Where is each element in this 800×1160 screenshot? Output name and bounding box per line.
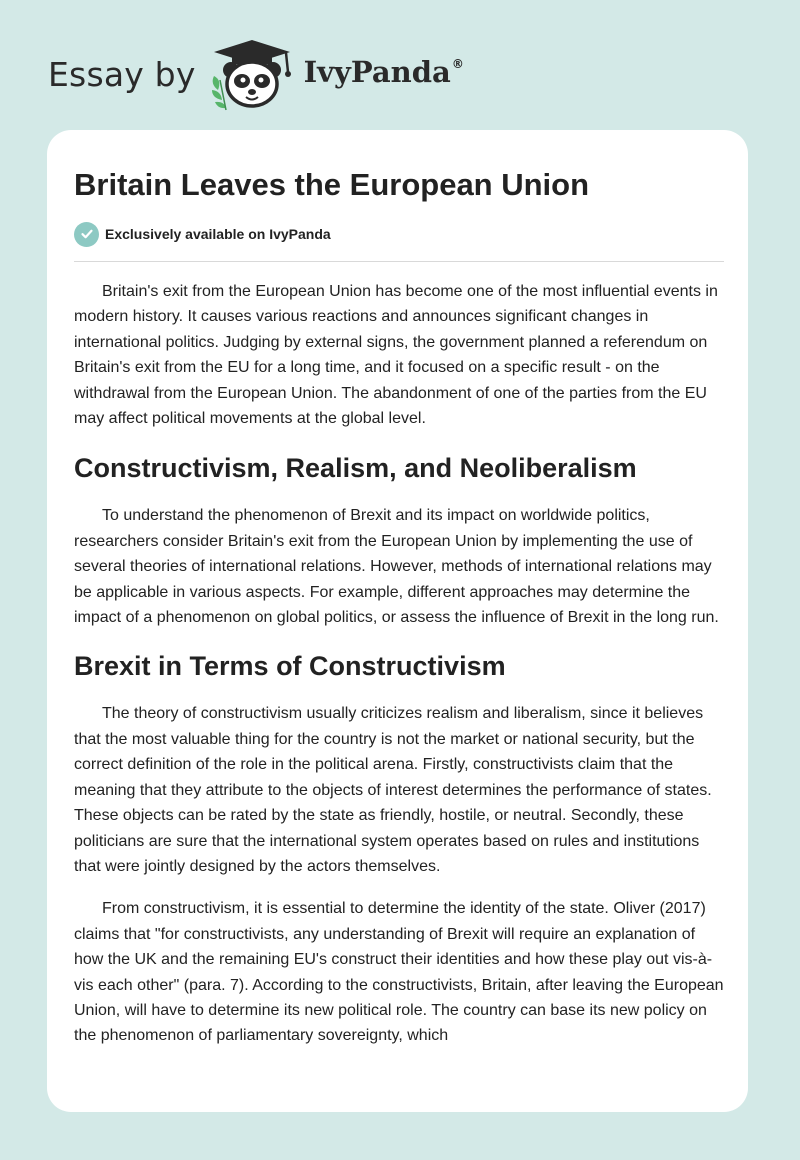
section-paragraph: From constructivism, it is essential to determine the identity of the state. Oliver (2017) claims that "for constructivists, any understanding of Brexit will require an explanation of how the UK and the remaining EU's construct their identities and how these play out vis-à-vis each other" (para. 7). According to the constructivists, Britain, after leaving the European Union, will have to determine its new political role. The country can base its new policy on the phenomenon of parliamentary sovereignty, which [74, 900, 724, 1045]
panda-logo-icon [204, 34, 300, 114]
section-paragraph: The theory of constructivism usually criticizes realism and liberalism, since it believes that the most valuable thing for the country is not the market or national security, but the correct definition of the role in the political arena. Firstly, constructivists claim that the meaning that they attribute to the objects of interest determines the performance of states. These objects can be rated by the state as friendly, hostile, or neutral. Secondly, these politicians are sure that the international system operates based on rules and institutions that were jointly designed by the actors themselves. [74, 705, 712, 875]
section-heading: Brexit in Terms of Constructivism [74, 651, 506, 682]
page-title: Britain Leaves the European Union [74, 167, 590, 202]
title-divider [74, 261, 724, 262]
essay-card [47, 130, 748, 1112]
section-paragraph: To understand the phenomenon of Brexit and its impact on worldwide politics, researchers consider Britain's exit from the European Union by implementing the use of several theories of international relations. However, methods of international relations may be applicable in various aspects. For example, different approaches may determine the impact of a phenomenon on global politics, or assess the influence of Brexit in the long run. [74, 507, 719, 627]
exclusive-badge [74, 221, 724, 247]
intro-paragraph: Britain's exit from the European Union has become one of the most influential events in modern history. It causes various reactions and announces significant changes in international politics. Judging by external signs, the government planned a referendum on Britain's exit from the EU for a long time, and it focused on a specific result - on the withdrawal from the European Union. The abandonment of one of the parties from the EU may affect political movements at the global level. [74, 283, 718, 428]
brand-name-text: IvyPanda [303, 55, 451, 89]
registered-mark: ® [451, 57, 464, 71]
brand-header [48, 34, 464, 114]
brand-name [304, 55, 464, 89]
essay-content [74, 130, 724, 1049]
section-heading: Constructivism, Realism, and Neoliberalism [74, 453, 637, 484]
badge-label: Exclusively available on IvyPanda [105, 226, 331, 242]
brand-prefix: Essay by [48, 54, 196, 94]
check-circle-icon [74, 222, 99, 247]
